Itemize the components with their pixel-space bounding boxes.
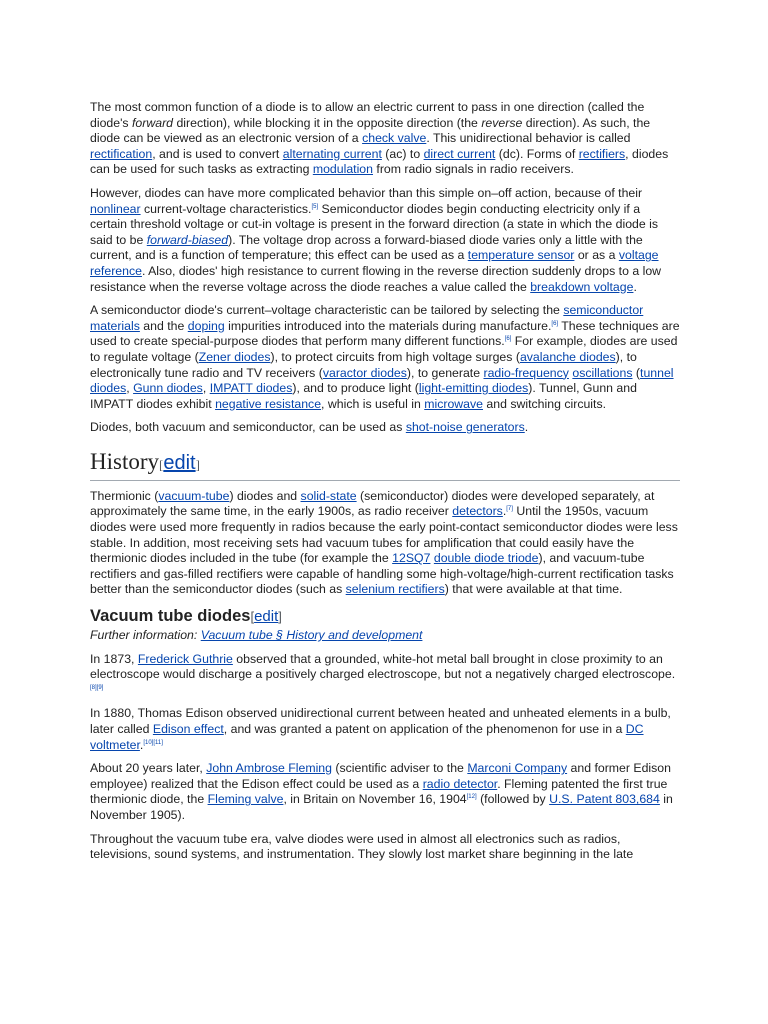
edit-link-vacuum-tube-diodes[interactable]: edit — [254, 608, 279, 626]
citation-7 — [506, 506, 513, 512]
link-fleming-valve[interactable]: Fleming valve — [207, 792, 284, 807]
citation-link-10-11[interactable]: [10][11] — [143, 739, 163, 746]
link-temperature-sensor[interactable]: temperature sensor — [467, 248, 575, 263]
link-12sq7[interactable]: 12SQ7 — [392, 551, 431, 566]
citation-link-8-9[interactable]: [8][9] — [90, 684, 104, 691]
link-gunn-diodes[interactable]: Gunn diodes — [133, 381, 203, 396]
link-microwave[interactable]: microwave — [424, 396, 483, 411]
link-negative-resistance[interactable]: negative resistance — [215, 396, 322, 411]
link-dc[interactable]: DC — [625, 722, 644, 736]
citation-link-6b[interactable]: [6] — [504, 336, 512, 343]
citation-10-11 — [143, 740, 163, 746]
link-tunnel-diodes[interactable]: tunnel diodes — [90, 365, 674, 396]
paragraph-nonlinear-behavior: However, diodes can have more complicated behavior than this simple on–off action, because of their nonlinear current-voltage characteristics.[5] Semiconductor diodes begin conducting electricity only if a certain threshold voltage or cut-in voltage is present in the forward direction (a state in which the diode is said to be forward-biased). The voltage drop across a forward-biased diode varies only a little with the current, and is a function of temperature; this effect can be used as a temperature sensor or as a voltage reference. Also, diodes' high resistance to current flowing in the reverse direction suddenly drops to a low resistance when the reverse voltage across the diode reaches a value called the breakdown voltage. — [90, 185, 662, 294]
citation-12 — [467, 794, 477, 800]
link-solid-state[interactable]: solid-state — [300, 488, 357, 503]
link-voltage-reference[interactable]: voltage reference — [90, 248, 659, 278]
paragraph-vacuum-tube-era: Throughout the vacuum tube era, valve diodes were used in almost all electronics such as radios, televisions, sound systems, and instrumentation. They slowly lost market share beginning in the late — [90, 831, 634, 862]
paragraph-edison: In 1880, Thomas Edison observed unidirectional current between heated and unheated elements in a bulb, later called Edison effect, and was granted a patent on application of the phenomenon for use in a DC voltmeter.[10][11] — [90, 706, 671, 752]
link-doping[interactable]: doping — [187, 318, 225, 333]
link-varactor-diodes[interactable]: varactor diodes — [322, 365, 407, 380]
further-information-note: Further information: Vacuum tube § History and development — [90, 628, 423, 643]
link-check-valve[interactable]: check valve — [362, 131, 427, 146]
link-shot-noise-generators[interactable]: shot-noise generators — [405, 420, 525, 435]
link-zener-diodes[interactable]: Zener diodes — [198, 349, 271, 364]
link-us-patent-803684[interactable]: U.S. Patent 803,684 — [549, 792, 660, 807]
section-heading-history: History[edit] — [90, 448, 680, 481]
link-voltmeter[interactable]: voltmeter — [90, 737, 140, 752]
link-radio-detector[interactable]: radio detector — [422, 776, 498, 791]
citation-link-5[interactable]: [5] — [311, 203, 319, 210]
paragraph-shot-noise: Diodes, both vacuum and semiconductor, can be used as shot-noise generators. — [90, 420, 529, 435]
link-nonlinear[interactable]: nonlinear — [90, 201, 141, 216]
link-radio-frequency[interactable]: radio-frequency — [483, 365, 569, 380]
edit-link-history[interactable]: edit — [163, 451, 196, 474]
link-marconi-company[interactable]: Marconi Company — [467, 761, 568, 776]
link-vacuum-tube-history[interactable]: Vacuum tube § History and development — [200, 628, 423, 643]
link-rectification[interactable]: rectification — [90, 146, 153, 161]
link-john-ambrose-fleming[interactable]: John Ambrose Fleming — [206, 761, 332, 776]
link-direct-current[interactable]: direct current — [423, 146, 496, 161]
paragraph-characteristic-tailoring: A semiconductor diode's current–voltage characteristic can be tailored by selecting the semiconductor materials and the doping impurities introduced into the materials during manufacture.[6] These techniques are used to create special-purpose diodes that perform many different functions.[6] For example, diodes are used to regulate voltage (Zener diodes), to protect circuits from high voltage surges (avalanche diodes), to electronically tune radio and TV receivers (varactor diodes), to generate radio-frequency oscillations (tunnel diodes, Gunn diodes, IMPATT diodes), and to produce light (light-emitting diodes). Tunnel, Gunn and IMPATT diodes exhibit negative resistance, which is useful in microwave and switching circuits. — [90, 303, 680, 411]
link-rectifiers[interactable]: rectifiers — [578, 146, 626, 161]
link-vacuum-tube[interactable]: vacuum-tube — [158, 488, 230, 503]
link-oscillations[interactable]: oscillations — [572, 365, 633, 380]
citation-link-6a[interactable]: [6] — [551, 320, 559, 327]
link-edison-effect[interactable]: Edison effect — [152, 722, 224, 736]
section-heading-vacuum-tube-diodes: Vacuum tube diodes[edit] — [90, 607, 282, 626]
link-double-diode-triode[interactable]: double diode triode — [433, 551, 539, 566]
link-detectors[interactable]: detectors — [452, 504, 503, 519]
edit-section-history: [edit] — [159, 451, 200, 474]
link-selenium-rectifiers[interactable]: selenium rectifiers — [345, 582, 445, 597]
link-semiconductor-materials[interactable]: semiconductor materials — [90, 303, 644, 333]
paragraph-diode-function: The most common function of a diode is to allow an electric current to pass in one direction (called the diode's forward direction), while blocking it in the opposite direction (the reverse direction). As such, the diode can be viewed as an electronic version of a check valve. This unidirectional behavior is called rectification, and is used to convert alternating current (ac) to direct current (dc). Forms of rectifiers, diodes can be used for such tasks as extracting modulation from radio signals in radio receivers. — [90, 100, 669, 177]
edit-section-vacuum-tube-diodes: [edit] — [250, 608, 282, 626]
paragraph-history: Thermionic (vacuum-tube) diodes and solid-state (semiconductor) diodes were developed separately, at approximately the same time, in the early 1900s, as radio receiver detectors.[7] Until the 1950s, vacuum diodes were used more frequently in radios because the early point-contact semiconductor diodes were less stable. In addition, most receiving sets had vacuum tubes for amplification that could easily have the thermionic diodes included in the tube (for example the 12SQ7 double diode triode), and vacuum-tube rectifiers and gas-filled rectifiers were capable of handling some high-voltage/high-current rectification tasks better than the semiconductor diodes (such as selenium rectifiers) that were available at that time. — [90, 488, 678, 597]
link-breakdown-voltage[interactable]: breakdown voltage — [530, 279, 634, 294]
citation-8-9 — [90, 685, 103, 691]
link-impatt-diodes[interactable]: IMPATT diodes — [209, 381, 293, 396]
link-frederick-guthrie[interactable]: Frederick Guthrie — [137, 651, 233, 666]
paragraph-guthrie: In 1873, Frederick Guthrie observed that a grounded, white-hot metal ball brought in close proximity to an electroscope would discharge a positively charged electroscope, but not a negatively charged electroscope.[8][9] — [90, 651, 676, 691]
citation-link-7[interactable]: [7] — [506, 506, 513, 513]
link-alternating-current[interactable]: alternating current — [282, 146, 382, 161]
paragraph-fleming: About 20 years later, John Ambrose Fleming (scientific adviser to the Marconi Company and former Edison employee) realized that the Edison effect could be used as a radio detector. Fleming patented the first true thermionic diode, the Fleming valve, in Britain on November 16, 1904[12] (followed by U.S. Patent 803,684 in November 1905). — [90, 761, 673, 822]
link-light-emitting-diodes[interactable]: light-emitting diodes — [418, 381, 529, 396]
link-avalanche-diodes[interactable]: avalanche diodes — [519, 349, 616, 364]
link-forward-biased[interactable]: forward-biased — [146, 232, 229, 247]
citation-link-12[interactable]: [12] — [466, 794, 477, 801]
link-modulation[interactable]: modulation — [312, 162, 373, 177]
